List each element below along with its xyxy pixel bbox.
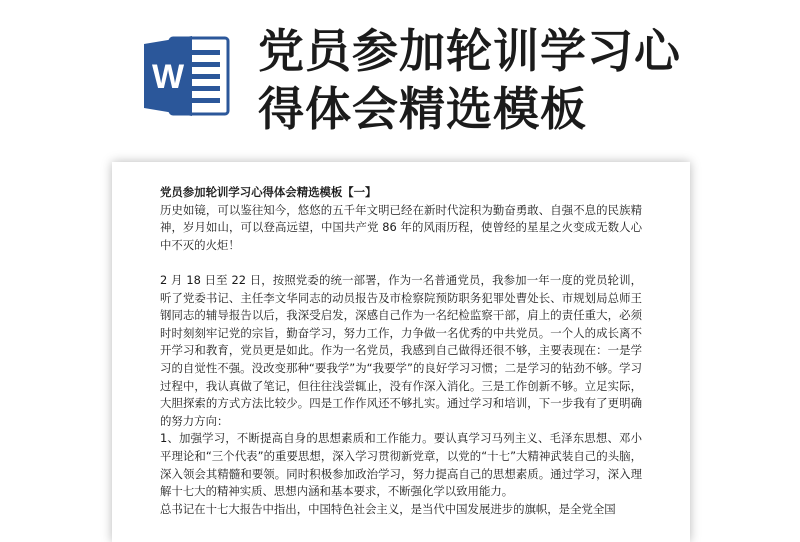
word-icon-line [188,86,220,91]
document-heading: 党员参加轮训学习心得体会精选模板【一】 [160,185,377,199]
document-paragraph: 总书记在十七大报告中指出，中国特色社会主义，是当代中国发展进步的旗帜，是全党全国 [160,501,616,516]
document-body [160,184,642,518]
word-icon-line [188,50,220,55]
document-paragraph: 1、加强学习，不断提高自身的思想素质和工作能力。要认真学习马列主义、毛泽东思想、邓小平理论和“三个代表”的重要思想，深入学习贯彻新党章，以党的“十七”大精神武装自己的头脑，深入领会其精髓和要领。同时积极参加政治学习，努力提高自己的思想素质。通过学习，深入理解十七大的精神实质、思想内涵和基本要求，不断强化学以致用能力。 [160,431,642,499]
paragraph-gap [160,254,642,272]
document-page [112,162,690,542]
page-title-line2: 得体会精选模板 [258,82,587,136]
page-title-line1: 党员参加轮训学习心 [258,24,681,78]
word-icon-letter: W [151,58,185,96]
word-icon-line [188,74,220,79]
document-paragraph: 2 月 18 日至 22 日，按照党委的统一部署，作为一名普通党员，我参加一年一度的党员轮训，听了党委书记、主任李文华同志的动员报告及市检察院预防职务犯罪处曹处长、市规划局总师王钢同志的辅导报告以后，我深受启发，深感自己作为一名纪检监察干部，肩上的责任重大，必须时时刻刻牢记党的宗旨，勤奋学习，努力工作，力争做一名优秀的中共党员。一个人的成长离不开学习和教育，党员更是如此。作为一名党员，我感到自己做得还很不够，主要表现在：一是学习的自觉性不强。没改变那种“要我学”为“我要学”的良好学习习惯；二是学习的钻劲不够。学习过程中，我认真做了笔记，但往往浅尝辄止，没有作深入消化。三是工作创新不够。立足实际，大胆探索的方式方法比较少。四是工作作风还不够扎实。通过学习和培训，下一步我有了更明确的努力方向： [160,272,642,428]
page-title [258,22,778,138]
document-paragraph: 历史如镜，可以鉴往知今，悠悠的五千年文明已经在新时代淀积为勤奋勇敢、自强不息的民族精神，岁月如山，可以登高远望，中国共产党 86 年的风雨历程，使曾经的星星之火变成无数人心中不灭的火炬！ [160,202,642,252]
word-document-icon [140,30,232,122]
word-icon-line [188,62,220,67]
word-icon-line [188,98,220,103]
